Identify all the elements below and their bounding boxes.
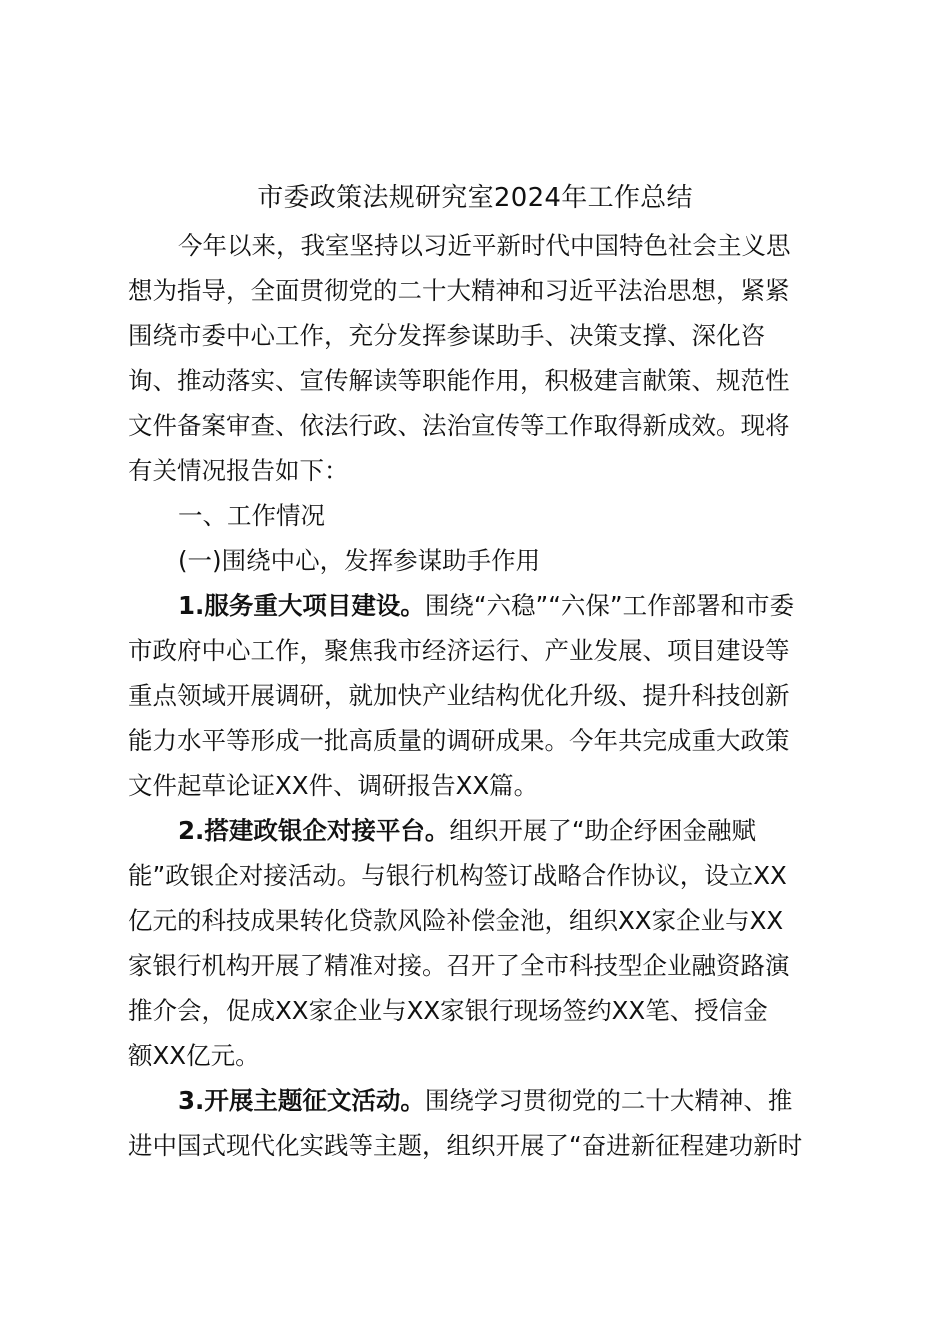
item-line: 文件起草论证XX件、调研报告XX篇。: [128, 771, 539, 800]
intro-line: 询、推动落实、宣传解读等职能作用，积极建言献策、规范性: [128, 366, 790, 395]
item-first-line: [178, 1081, 792, 1121]
item-line: 进中国式现代化实践等主题，组织开展了“奋进新征程建功新时: [128, 1131, 803, 1160]
item-first-line: [178, 811, 756, 851]
item-line: 家银行机构开展了精准对接。召开了全市科技型企业融资路演: [128, 951, 790, 980]
item-heading: 3.开展主题征文活动。: [178, 1086, 425, 1115]
intro-line: 围绕市委中心工作，充分发挥参谋助手、决策支撑、深化咨: [128, 321, 765, 350]
intro-line: 有关情况报告如下：: [128, 456, 349, 485]
item-line: 额XX亿元。: [128, 1041, 260, 1070]
item-line: 市政府中心工作，聚焦我市经济运行、产业发展、项目建设等: [128, 636, 790, 665]
item-heading: 2.搭建政银企对接平台。: [178, 816, 450, 845]
item-line: 重点领域开展调研，就加快产业结构优化升级、提升科技创新: [128, 681, 790, 710]
item-heading: 1.服务重大项目建设。: [178, 591, 425, 620]
intro-line: 想为指导，全面贯彻党的二十大精神和习近平法治思想，紧紧: [128, 276, 790, 305]
item-line: 推介会，促成XX家企业与XX家银行现场签约XX笔、授信金: [128, 996, 768, 1025]
item-first-line: [178, 586, 794, 626]
item-text: 组织开展了“助企纾困金融赋: [449, 816, 757, 845]
item-text: 围绕“六稳”“六保”工作部署和市委: [424, 591, 795, 620]
intro-line: 今年以来，我室坚持以习近平新时代中国特色社会主义思: [178, 231, 791, 260]
item-line: 能”政银企对接活动。与银行机构签订战略合作协议，设立XX: [128, 861, 787, 890]
document-title: 市委政策法规研究室2024年工作总结: [257, 183, 693, 213]
section-heading: 一、工作情况: [178, 501, 325, 530]
subsection-heading: (一)围绕中心，发挥参谋助手作用: [178, 546, 541, 575]
item-line: 亿元的科技成果转化贷款风险补偿金池，组织XX家企业与XX: [128, 906, 784, 935]
intro-line: 文件备案审查、依法行政、法治宣传等工作取得新成效。现将: [128, 411, 790, 440]
item-line: 能力水平等形成一批高质量的调研成果。今年共完成重大政策: [128, 726, 790, 755]
item-text: 围绕学习贯彻党的二十大精神、推: [424, 1086, 793, 1115]
